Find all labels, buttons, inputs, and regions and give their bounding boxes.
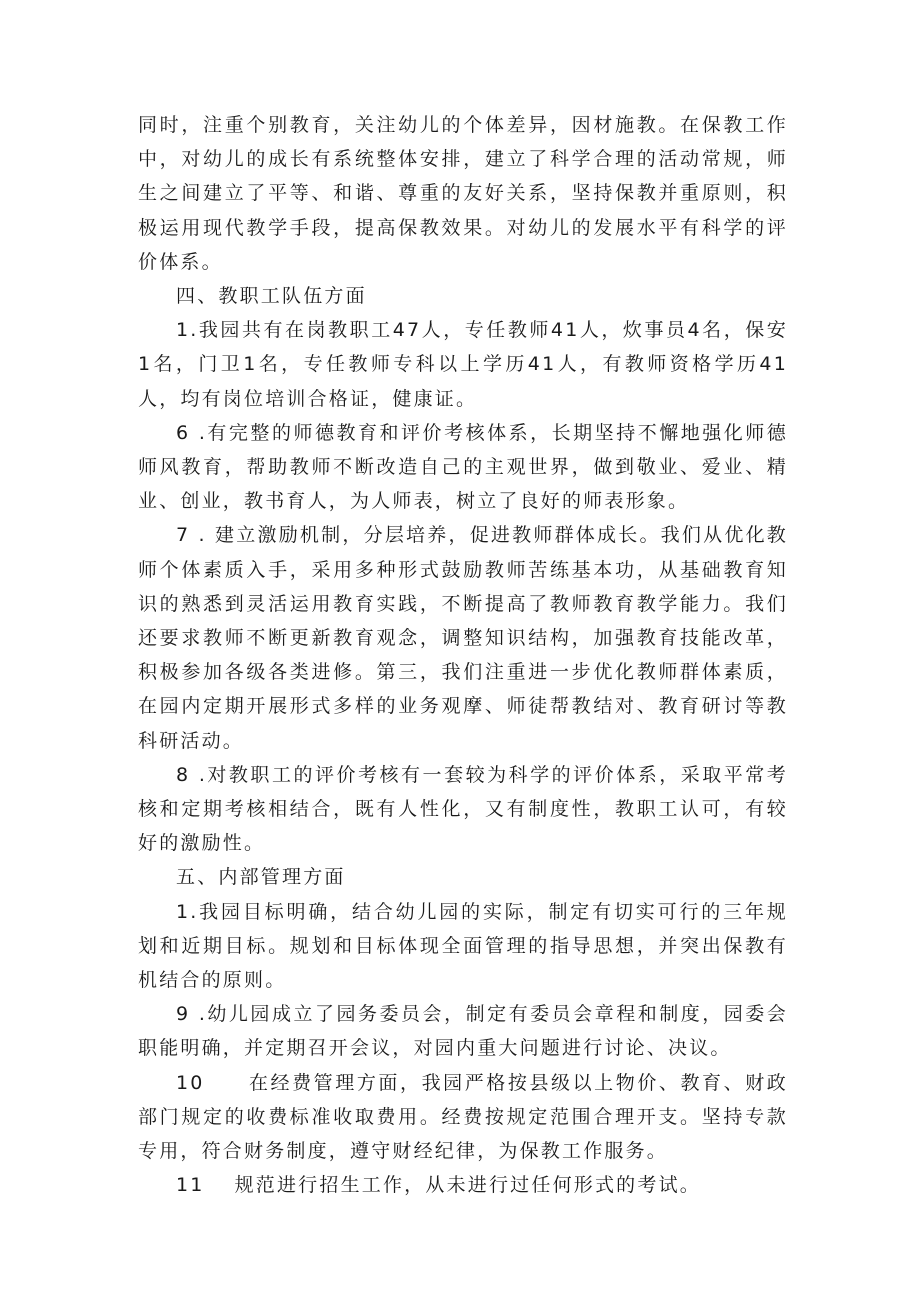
item-number: 11: [176, 1174, 205, 1197]
item-text: 在经费管理方面，我园严格按县级以上物价、教育、财政部门规定的收费标准收取费用。经费按规定范围合理开支。坚持专款专用，符合财务制度，遵守财经纪律，为保教工作服务。: [138, 1071, 788, 1163]
paragraph-management-9: 9 .幼儿园成立了园务委员会，制定有委员会章程和制度，园委会职能明确，并定期召开会议，对园内重大问题进行讨论、决议。: [138, 1003, 788, 1060]
paragraph-staff-8: 8 .对教职工的评价考核有一套较为科学的评价体系，采取平常考核和定期考核相结合，既有人性化，又有制度性，教职工认可，有较好的激励性。: [138, 763, 788, 855]
section-heading-staff: 四、教职工队伍方面: [176, 285, 367, 308]
paragraph-staff-7: 7 . 建立激励机制，分层培养，促进教师群体成长。我们从优化教师个体素质入手，采用多种形式鼓励教师苦练基本功，从基础教育知识的熟悉到灵活运用教育实践，不断提高了教师教育教学能力。我们还要求教师不断更新教育观念，调整知识结构，加强教育技能改革，积极参加各级各类进修。第三，我们注重进一步优化教师群体素质，在园内定期开展形式多样的业务观摩、师徒帮教结对、教育研讨等教科研活动。: [138, 524, 788, 752]
section-heading-management: 五、内部管理方面: [176, 866, 346, 889]
paragraph-management-11: [138, 1168, 788, 1202]
document-body: [138, 108, 788, 1203]
paragraph-intro: 同时，注重个别教育，关注幼儿的个体差异，因材施教。在保教工作中，对幼儿的成长有系统整体安排，建立了科学合理的活动常规，师生之间建立了平等、和谐、尊重的友好关系，坚持保教并重原则，积极运用现代教学手段，提高保教效果。对幼儿的发展水平有科学的评价体系。: [138, 114, 788, 273]
item-number: 10: [176, 1071, 205, 1094]
paragraph-staff-1: 1.我园共有在岗教职工47人，专任教师41人，炊事员4名，保安1名，门卫1名，专任教师专科以上学历41人，有教师资格学历41人，均有岗位培训合格证，健康证。: [138, 319, 788, 410]
paragraph-management-1: 1.我园目标明确，结合幼儿园的实际，制定有切实可行的三年规划和近期目标。规划和目标体现全面管理的指导思想，并突出保教有机结合的原则。: [138, 900, 788, 992]
paragraph-management-10: [138, 1066, 788, 1169]
paragraph-staff-6: 6 .有完整的师德教育和评价考核体系，长期坚持不懈地强化师德师风教育，帮助教师不断改造自己的主观世界，做到敬业、爱业、精业、创业，教书育人，为人师表，树立了良好的师表形象。: [138, 421, 788, 513]
item-text: 规范进行招生工作，从未进行过任何形式的考试。: [234, 1174, 701, 1197]
